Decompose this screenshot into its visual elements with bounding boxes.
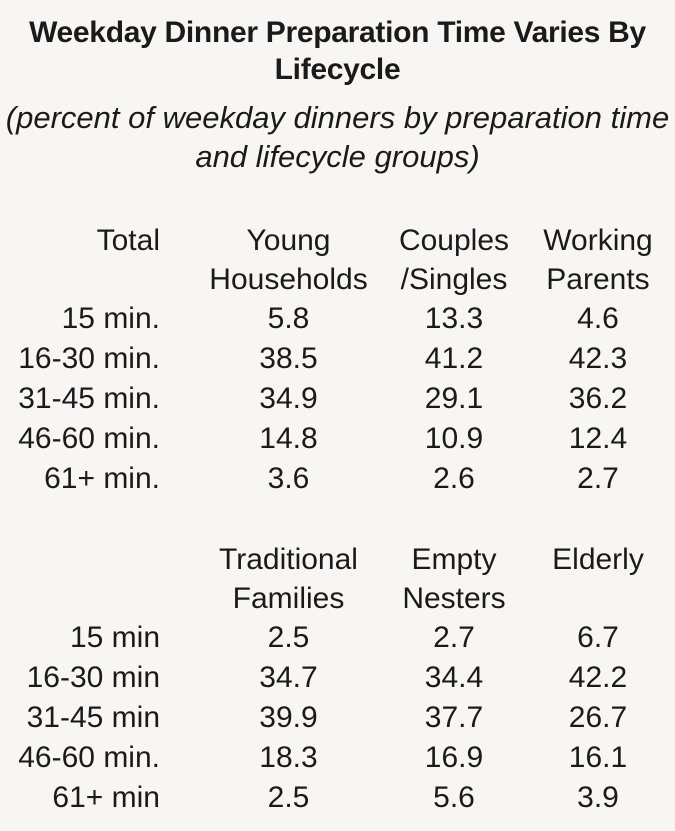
table-row [0,379,665,419]
table-row [0,339,665,379]
table-cell: 14.8 [259,422,318,455]
column-header-line: Parents [546,263,650,296]
table-row [0,658,665,698]
table-cell: 39.9 [259,701,318,734]
row-label: 15 min. [61,302,160,335]
column-header-line: Households [209,263,368,296]
row-label: 46-60 min. [18,741,160,774]
column-header [377,540,531,618]
table-cell: 34.4 [424,661,484,694]
column-header [200,221,377,299]
document-subtitle: (percent of weekday dinners by preparation time and lifecycle groups) [5,100,670,174]
column-header-line: /Singles [400,263,508,296]
table-cell: 34.7 [259,661,318,694]
table-cell: 2.5 [267,781,310,814]
column-header-line: Nesters [402,582,506,615]
row-label: 61+ min. [44,462,160,495]
table-cell: 2.7 [577,462,619,495]
column-header-line: Families [232,582,345,615]
table-row [0,419,665,459]
table-cell: 26.7 [568,701,628,734]
table-cell: 3.6 [267,462,310,495]
column-header [377,221,531,299]
table-header-row [0,221,665,299]
table-cell: 2.6 [433,462,475,495]
table-cell: 2.5 [267,621,310,654]
table-lifecycle-1 [0,221,665,499]
row-label: 15 min [69,621,160,654]
table-cell: 5.8 [267,302,310,335]
header-label [0,540,200,618]
row-label: 46-60 min. [18,422,160,455]
table-row [0,618,665,658]
table-row [0,698,665,738]
table-cell: 29.1 [424,382,484,415]
document-title: Weekday Dinner Preparation Time Varies By Lifecycle [29,16,646,86]
table-cell: 38.5 [259,342,318,375]
table-cell: 10.9 [424,422,484,455]
column-header [531,540,665,618]
table-cell: 36.2 [568,382,628,415]
table-row [0,778,665,818]
table-header-row [0,540,665,618]
column-header [200,540,377,618]
header-label: Total [96,224,160,257]
table-cell: 16.9 [424,741,484,774]
table-lifecycle-2 [0,540,665,818]
table-cell: 37.7 [424,701,484,734]
table-cell: 18.3 [259,741,318,774]
column-header-line [531,579,665,618]
table-cell: 13.3 [424,302,484,335]
column-header [531,221,665,299]
column-header-line: Couples [398,224,510,257]
table-row [0,738,665,778]
column-header-line: Elderly [552,543,644,576]
table-row [0,459,665,499]
table-cell: 42.3 [568,342,628,375]
table-cell: 41.2 [424,342,484,375]
column-header-line: Traditional [219,543,358,576]
table-cell: 4.6 [577,302,619,335]
table-row [0,299,665,339]
table-cell: 16.1 [568,741,628,774]
table-cell: 2.7 [433,621,475,654]
row-label: 16-30 min [26,661,160,694]
row-label: 31-45 min [26,701,160,734]
column-header-line: Working [543,224,653,257]
table-cell: 3.9 [577,781,619,814]
table-cell: 12.4 [568,422,628,455]
column-header-line: Empty [411,543,497,576]
row-label: 61+ min [52,781,160,814]
row-label: 16-30 min. [18,342,160,375]
table-cell: 5.6 [433,781,475,814]
column-header-line: Young [246,224,331,257]
table-cell: 6.7 [577,621,619,654]
table-cell: 34.9 [259,382,318,415]
row-label: 31-45 min. [18,382,160,415]
table-cell: 42.2 [568,661,628,694]
